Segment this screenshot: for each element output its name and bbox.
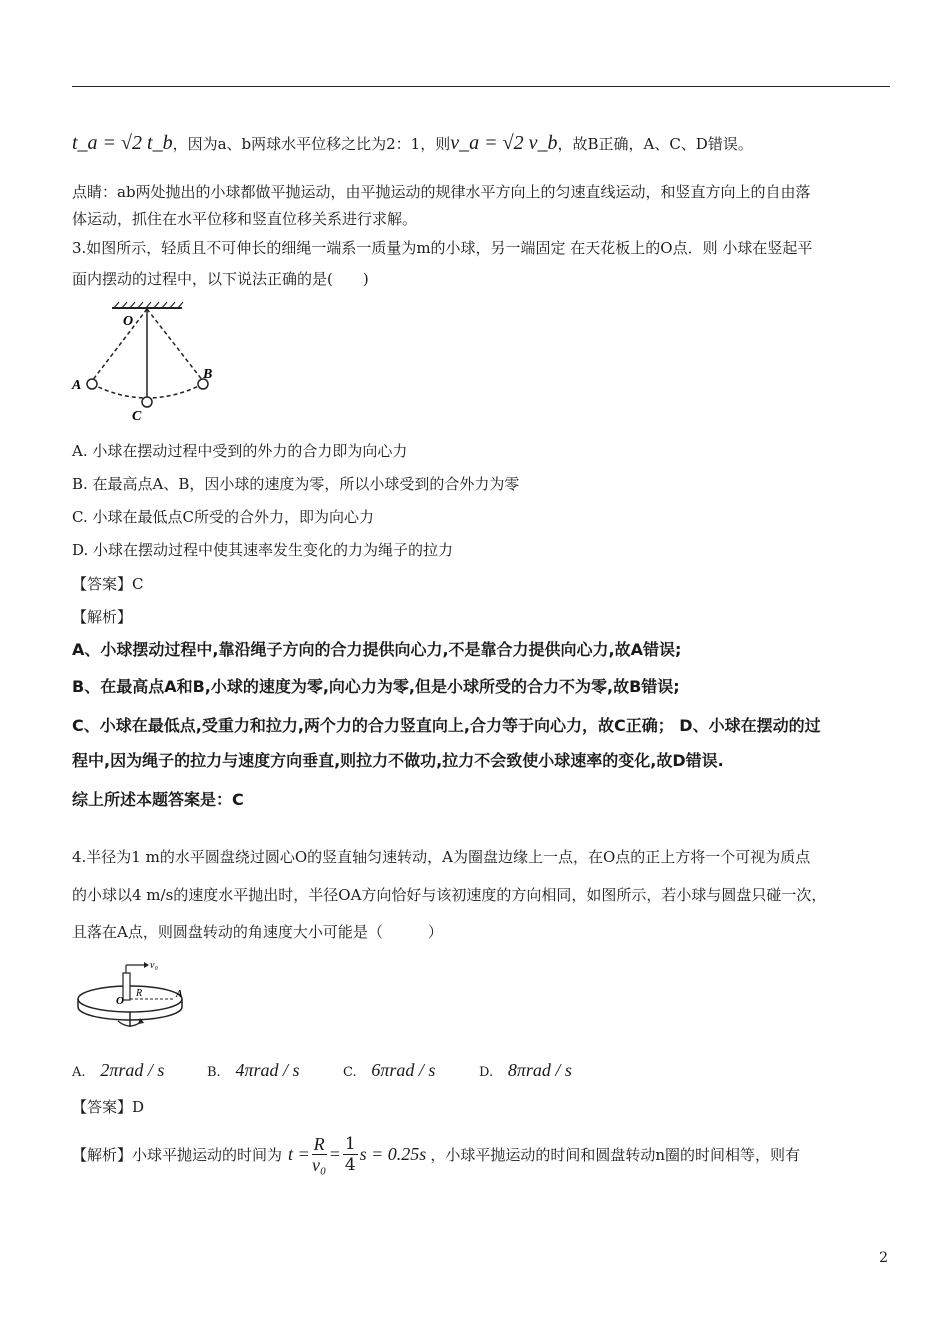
label-r: R: [136, 988, 143, 999]
q4-analysis-suffix: ，小球平抛运动的时间和圆盘转动n圈的时间相等，则有: [430, 1146, 800, 1164]
q3-analysis-1: A、小球摆动过程中,靠沿绳子方向的合力提供向心力,不是靠合力提供向心力,故A错误;: [72, 640, 682, 659]
label-c: C: [132, 409, 142, 424]
q3-answer: 【答案】C: [72, 575, 144, 593]
launcher-post: [123, 973, 130, 1000]
q3-analysis-title: 【解析】: [72, 608, 133, 626]
answer-line-q2: [72, 132, 753, 155]
q3-option-b: B. 在最高点A、B，因小球的速度为零，所以小球受到的合外力为零: [72, 475, 520, 493]
q3-option-a: A. 小球在摆动过程中受到的外力的合力即为向心力: [72, 442, 408, 460]
fraction-one-quarter: $\frac{1}{4}$: [344, 1134, 356, 1175]
text-b: ，故B正确，A、C、D错误。: [557, 135, 753, 153]
label-a: A: [72, 378, 82, 393]
q4-stem-3: 且落在A点，则圆盘转动的角速度大小可能是（ ）: [72, 923, 443, 941]
label-v0: v₀: [150, 960, 158, 971]
tip-line-2: 体运动，抓住在水平位移和竖直位移关系进行求解。: [72, 210, 418, 228]
q4-option-c: C. 6πrad / s: [343, 1060, 436, 1080]
q4-analysis-prefix: 【解析】小球平抛运动的时间为: [72, 1146, 283, 1164]
velocity-arrowhead: [144, 962, 149, 968]
disk-figure: [72, 955, 192, 1040]
formula-va: v_a = √2 v_b: [450, 132, 558, 154]
q3-analysis-5: 综上所述本题答案是：C: [72, 790, 244, 809]
rope-left: [92, 309, 147, 381]
label-b: B: [203, 367, 213, 382]
rope-right: [147, 309, 203, 381]
text-a: ，因为a、b两球水平位移之比为2：1，则: [172, 135, 451, 153]
header-rule: [72, 86, 890, 87]
page-number: 2: [879, 1250, 888, 1266]
q3-stem-2: 面内摆动的过程中，以下说法正确的是( ): [72, 270, 369, 288]
formula-ta: t_a = √2 t_b: [72, 132, 173, 154]
formula-t: t =: [288, 1144, 310, 1164]
q3-analysis-2: B、在最高点A和B,小球的速度为零,向心力为零,但是小球所受的合力不为零,故B错误;: [72, 677, 680, 696]
fraction-r-v0: $\frac{R}{\text{v₀}}$: [312, 1134, 327, 1175]
q4-option-b: B. 4πrad / s: [207, 1060, 300, 1080]
ball-c: [142, 397, 152, 407]
q4-analysis: 【解析】小球平抛运动的时间为 t = $\frac{R}{\text{v₀}}$ = $\frac{1}{4}$ s = 0.25s ，小球平抛运动的时间和圆盘转动n圈的时间相等，则有: [72, 1134, 800, 1175]
label-o: O: [116, 995, 124, 1007]
q3-analysis-3: C、小球在最低点,受重力和拉力,两个力的合力竖直向上,合力等于向心力，故C正确； D、小球在摆动的过: [72, 716, 821, 735]
label-a: A: [176, 989, 183, 1000]
tip-line-1: 点睛：ab两处抛出的小球都做平抛运动，由平抛运动的规律水平方向上的匀速直线运动，和竖直方向上的自由落: [72, 183, 811, 201]
q3-option-c: C. 小球在最低点C所受的合外力，即为向心力: [72, 508, 374, 526]
q4-option-d: D. 8πrad / s: [479, 1060, 572, 1080]
q3-analysis-4: 程中,因为绳子的拉力与速度方向垂直,则拉力不做功,拉力不会致使小球速率的变化,故D错误.: [72, 751, 724, 770]
pendulum-figure: [70, 300, 220, 425]
q4-stem-1: 4.半径为1 m的水平圆盘绕过圆心O的竖直轴匀速转动，A为圈盘边缘上一点，在O点的正上方将一个可视为质点: [72, 848, 811, 866]
q3-option-d: D. 小球在摆动过程中使其速率发生变化的力为绳子的拉力: [72, 541, 454, 559]
ball-a: [87, 379, 97, 389]
q3-stem-1: 3.如图所示，轻质且不可伸长的细绳一端系一质量为m的小球，另一端固定 在天花板上的O点．则 小球在竖起平: [72, 239, 813, 257]
label-o: O: [123, 314, 134, 329]
q4-stem-2: 的小球以4 m/s的速度水平抛出时，半径OA方向恰好与该初速度的方向相同，如图所示，若小球与圆盘只碰一次，: [72, 886, 827, 904]
q4-answer: 【答案】D: [72, 1098, 145, 1116]
q4-option-a: A. 2πrad / s: [72, 1060, 165, 1080]
